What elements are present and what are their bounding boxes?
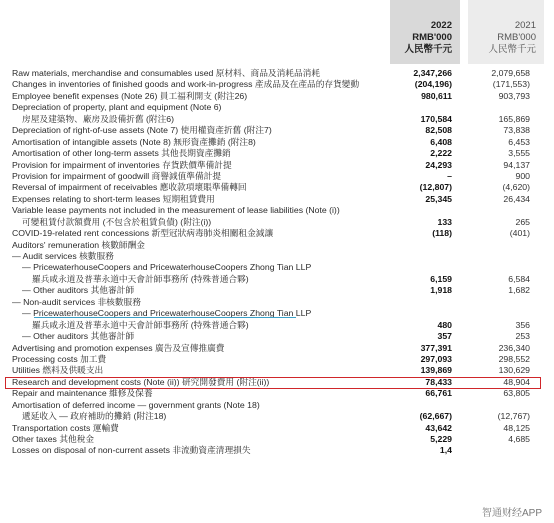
value-2021: (12,767) (497, 411, 530, 422)
row-label: Amortisation of intangible assets (Note 8) 無形資產攤銷 (附注8) (12, 136, 256, 147)
table-row (0, 240, 554, 251)
row-label: Depreciation of right-of-use assets (Note 7) 使用權資產折舊 (附注7) (12, 125, 272, 136)
value-2022: 5,229 (430, 434, 452, 444)
row-label: — Audit services 核數服務 (12, 251, 114, 261)
table-row (0, 434, 554, 445)
value-2022: 25,345 (425, 193, 452, 204)
value-2022: 2,347,266 (413, 68, 452, 78)
value-2021: 26,434 (503, 193, 530, 204)
value-2022: 980,611 (421, 90, 452, 101)
unit-zh-2021: 人民幣千元 (488, 44, 536, 55)
value-2021: 253 (515, 331, 530, 342)
table-row (0, 102, 554, 113)
value-2022: 1,918 (430, 285, 452, 296)
unit-en-2022: RMB'000 (412, 32, 452, 43)
table-row (0, 388, 554, 399)
value-2021: 165,869 (498, 113, 530, 124)
row-label: Provision for impairment of inventories 存貨跌價準備計提 (12, 159, 232, 170)
value-2022: (118) (432, 228, 452, 239)
table-row (0, 182, 554, 193)
value-2022: (62,667) (419, 411, 452, 422)
value-2022: 6,408 (430, 136, 452, 147)
value-2021: 130,629 (498, 365, 530, 376)
row-label: Research and development costs (Note (ii)) 研究開發費用 (附注(ii)) (12, 376, 270, 387)
table-row (0, 205, 554, 216)
table-row (0, 343, 554, 354)
row-label: 遞延收入 — 政府補助的攤銷 (附注18) (22, 411, 167, 422)
value-2021: 900 (515, 170, 530, 181)
table-row (0, 354, 554, 365)
value-2022: (12,807) (419, 182, 452, 193)
table-row (0, 262, 554, 273)
table-row (0, 79, 554, 90)
column-header-2022 (390, 0, 460, 64)
table-row (0, 274, 554, 285)
value-2022: 82,508 (425, 125, 452, 136)
table-row (0, 68, 554, 79)
value-2021: 236,340 (498, 342, 530, 353)
value-2021: (401) (509, 228, 530, 239)
table-row (0, 114, 554, 125)
row-label: Variable lease payments not included in the measurement of lease liabilities (Note (i)) (12, 205, 340, 216)
link-underline (34, 317, 296, 318)
value-2022: 139,869 (420, 365, 452, 376)
value-2022: 1,4 (439, 445, 452, 456)
value-2021: 4,685 (508, 434, 530, 444)
value-2022: 297,093 (420, 353, 452, 364)
value-2022: 78,433 (425, 376, 452, 387)
row-label: Amortisation of other long-term assets 其他長期資產攤銷 (12, 148, 231, 159)
value-2021: 94,137 (503, 159, 530, 170)
table-row (0, 331, 554, 342)
year-2021: 2021 (514, 20, 536, 31)
row-label: — PricewaterhouseCoopers and PricewaterhouseCoopers Zhong Tian LLP (22, 308, 312, 319)
value-2022: 133 (437, 216, 452, 227)
row-label: — Non-audit services 非核數服務 (12, 296, 141, 307)
row-label: Transportation costs 運輸費 (12, 422, 119, 433)
table-row (0, 194, 554, 205)
table-row (0, 411, 554, 422)
year-2022: 2022 (430, 20, 452, 31)
row-label: 羅兵咸永道及普華永道中天會計師事務所 (特殊普通合夥) (32, 273, 249, 284)
value-2022: – (447, 170, 452, 181)
table-row (0, 377, 554, 388)
unit-en-2021: RMB'000 (497, 32, 536, 43)
row-label: Repair and maintenance 維修及保養 (12, 388, 153, 399)
row-label: Depreciation of property, plant and equipment (Note 6) (12, 102, 222, 113)
value-2021: 6,453 (508, 136, 530, 147)
row-label: COVID-19-related rent concessions 新型冠狀病毒肺炎相關租金減讓 (12, 228, 274, 239)
row-label: — Other auditors 其他審計師 (22, 285, 135, 296)
table-row (0, 365, 554, 376)
value-2021: (4,620) (502, 182, 530, 193)
row-label: Auditors' remuneration 核數師酬金 (12, 239, 145, 250)
value-2022: 357 (437, 331, 452, 342)
value-2021: 2,079,658 (491, 68, 530, 78)
row-label: Provision for impairment of goodwill 商譽減值準備計提 (12, 170, 222, 181)
row-label: 羅兵咸永道及普華永道中天會計師事務所 (特殊普通合夥) (32, 319, 249, 330)
value-2022: (204,196) (414, 79, 452, 90)
value-2021: 73,838 (503, 125, 530, 136)
row-label: Losses on disposal of non-current assets 非流動資產清理損失 (12, 445, 251, 456)
value-2022: 2,222 (430, 148, 452, 159)
table-row (0, 297, 554, 308)
value-2021: 298,552 (498, 353, 530, 364)
value-2021: 48,904 (503, 376, 530, 387)
table-row (0, 171, 554, 182)
table-row (0, 228, 554, 239)
row-label: — Other auditors 其他審計師 (22, 331, 135, 342)
unit-zh-2022: 人民幣千元 (404, 44, 452, 55)
row-label: Employee benefit expenses (Note 26) 員工福利開支 (附注26) (12, 90, 248, 101)
value-2022: 24,293 (425, 159, 452, 170)
table-row (0, 91, 554, 102)
value-2022: 170,584 (420, 113, 452, 124)
value-2022: 6,159 (430, 273, 452, 284)
value-2021: 6,584 (508, 273, 530, 284)
table-row (0, 285, 554, 296)
value-2022: 43,642 (425, 422, 452, 433)
value-2021: 356 (515, 319, 530, 330)
expense-table (0, 68, 554, 457)
value-2021: 63,805 (503, 388, 530, 399)
value-2021: 48,125 (503, 422, 530, 433)
table-row (0, 137, 554, 148)
row-label: Amortisation of deferred income — government grants (Note 18) (12, 399, 260, 410)
value-2021: 903,793 (498, 90, 530, 101)
row-label: Processing costs 加工費 (12, 353, 107, 364)
table-row (0, 251, 554, 262)
value-2022: 66,761 (425, 388, 452, 399)
table-row (0, 445, 554, 456)
table-row (0, 148, 554, 159)
row-label: — PricewaterhouseCoopers and PricewaterhouseCoopers Zhong Tian LLP (22, 262, 312, 273)
table-row (0, 400, 554, 411)
value-2021: (171,553) (492, 79, 530, 90)
value-2021: 265 (515, 216, 530, 227)
row-label: Raw materials, merchandise and consumables used 原材料、商品及消耗品消耗 (12, 68, 321, 78)
row-label: Expenses relating to short-term leases 短期租賃費用 (12, 193, 215, 204)
row-label: Advertising and promotion expenses 廣告及宣傳推廣費 (12, 342, 225, 353)
table-row (0, 320, 554, 331)
row-label: 可變租賃付款額費用 (不包含於租賃負債) (附注(i)) (22, 216, 212, 227)
row-label: Changes in inventories of finished goods and work-in-progress 產成品及在產品的存貨變動 (12, 79, 360, 90)
value-2022: 377,391 (420, 342, 452, 353)
column-header-2021 (468, 0, 544, 64)
watermark: 智通财经APP (480, 504, 544, 519)
value-2021: 3,555 (508, 148, 530, 159)
row-label: 房屋及建築物、廠房及設備折舊 (附注6) (22, 113, 175, 124)
table-row (0, 160, 554, 171)
value-2022: 480 (437, 319, 452, 330)
row-label: Utilities 燃料及供暖支出 (12, 365, 104, 376)
table-row (0, 125, 554, 136)
table-row (0, 423, 554, 434)
row-label: Reversal of impairment of receivables 應收款項壞賬準備轉回 (12, 182, 247, 193)
value-2021: 1,682 (508, 285, 530, 296)
row-label: Other taxes 其他稅金 (12, 434, 95, 444)
table-row (0, 217, 554, 228)
